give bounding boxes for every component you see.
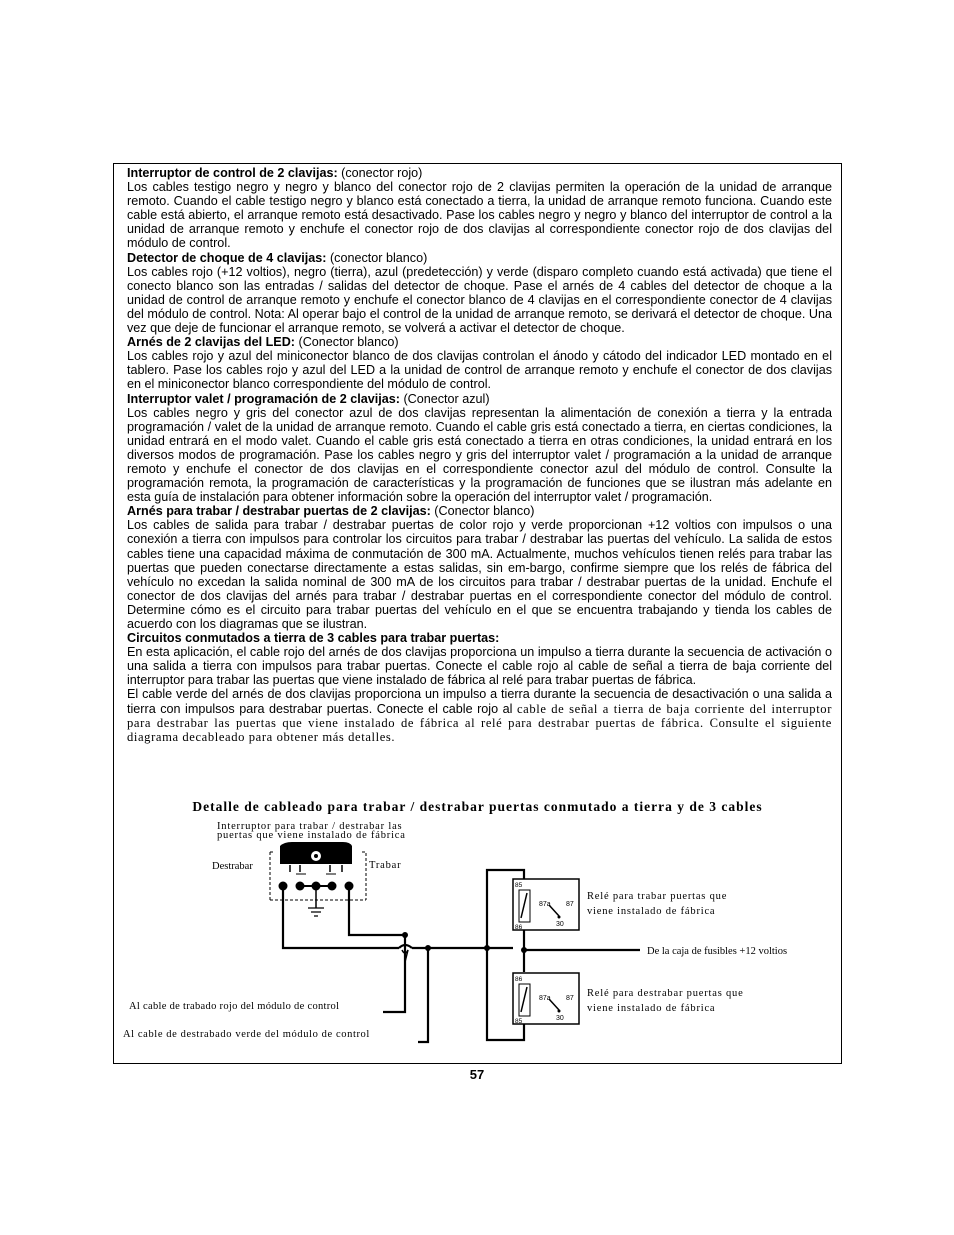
junction-dot xyxy=(425,945,431,951)
lock-relay-label-line2: viene instalado de fábrica xyxy=(587,906,716,917)
red-wire-label: Al cable de trabado rojo del módulo de control xyxy=(129,1001,340,1012)
switch-label-line2: puertas que viene instalado de fábrica xyxy=(217,830,406,841)
section-heading-suffix: (conector rojo) xyxy=(337,166,423,180)
fuse-box-label: De la caja de fusibles +12 voltios xyxy=(647,946,788,957)
section-heading: Circuitos conmutados a tierra de 3 cables para trabar puertas: xyxy=(127,631,500,646)
section-body: Los cables negro y gris del conector azul de dos clavijas representan la alimentación de conexión a tierra y la entrada programación / valet de la unidad de arranque remoto. Cuando el cable gris está conectado a tierra, en ciertas condiciones, la unidad entrará en el modo valet. Cuando el cable gris está conectado a tierra en otras condiciones, la unidad entrará en los diversos modos de programación. Pase los cables negro y gris del interruptor valet / programación a la unidad de arranque remoto y enchufe el conector de dos clavijas en el correspondiente conector azul del módulo de control. Consulte la programación remota, la programación de características y la programación de funciones que se ilustran más adelante en esta guía de instalación para obtener información sobre la operación del interruptor valet / programación. xyxy=(127,405,832,505)
section-body: Los cables de salida para trabar / destrabar puertas de color rojo y verde proporcionan +12 voltios con impulsos o una conexión a tierra con impulsos para controlar los circuitos para trabar / destrabar las puertas del vehículo. La salida de estos cables tiene una capacidad máxima de conmutación de 300 mA. Actualmente, muchos vehículos tienen relés para trabar las puertas que pueden conectarse directamente a estas salidas, sin em-bargo, confirme siempre que los relés de fábrica del vehículo no excedan la salida nominal de 300 mA de los circuitos para trabar / destrabar puertas de la unidad. Enchufe el conector de dos clavijas del arnés para trabar / destrabar puertas en el correspondiente conector del módulo de control. Determine cómo es el circuito para trabar puertas del vehículo en el que se encuentra trabajando y tienda los cables de acuerdo con los diagramas que se ilustran. xyxy=(127,518,832,631)
pin-85-label: 85 xyxy=(515,882,523,889)
pin-30-label: 30 xyxy=(556,1015,564,1022)
section-heading: Arnés para trabar / destrabar puertas de 2 clavijas: xyxy=(127,504,431,519)
unlock-relay xyxy=(513,973,579,1025)
diagram-title: Detalle de cableado para trabar / destrabar puertas conmutado a tierra y de 3 cables xyxy=(192,799,763,814)
pin-85-label: 85 xyxy=(515,1018,523,1025)
page-number: 57 xyxy=(469,1067,485,1082)
body-sans-part: El cable verde del arnés de dos clavijas proporciona un impulso a tierra durante la secuencia de desactivación o una salida a tierra con impulsos para destrabar puertas. Conecte el cable rojo al xyxy=(127,687,832,716)
section-body: En esta aplicación, el cable rojo del arnés de dos clavijas proporciona un impulso a tierra durante la secuencia de activación o una salida a tierra con impulsos para trabar puertas. Conecte el cable rojo al cable de señal a tierra de baja corriente del interruptor para trabar las puertas que viene instalado de fábrica al relé para trabar puertas de fábrica. xyxy=(127,645,832,688)
junction-dot xyxy=(484,945,490,951)
door-lock-switch xyxy=(270,842,366,916)
section-heading-suffix: (Conector azul) xyxy=(399,391,490,406)
section-heading-suffix: (Conector blanco) xyxy=(295,335,399,350)
section-heading: Detector de choque de 4 clavijas: xyxy=(127,250,327,265)
section-heading-suffix: (Conector blanco) xyxy=(430,504,535,519)
green-wire-label: Al cable de destrabado verde del módulo de control xyxy=(123,1029,370,1040)
junction-dot xyxy=(521,947,527,953)
pin-86-label: 86 xyxy=(515,976,523,983)
section-heading: Interruptor valet / programación de 2 clavijas: xyxy=(127,391,400,406)
lock-side-label: Trabar xyxy=(369,860,402,871)
section-heading: Interruptor de control de 2 clavijas: xyxy=(127,166,338,180)
green-unlock-wire xyxy=(418,948,428,1042)
unlock-side-label: Destrabar xyxy=(212,861,253,872)
pin-87a-label: 87a xyxy=(539,901,551,908)
pin-30-label: 30 xyxy=(556,921,564,928)
lock-relay-label-line1: Relé para trabar puertas que xyxy=(587,891,728,902)
lock-relay xyxy=(513,879,579,931)
section-body: Los cables rojo (+12 voltios), negro (tierra), azul (predetección) y verde (disparo completo cuando está activada) que tiene el conecto blanco son las entradas / salidas del detector de choque. Pase el arnés de 4 cables del detector de choque a la unidad de control de arranque remoto y enchufe el conector blanco de 4 clavijas en el correspondiente conector de 4 clavijas del módulo de control. Nota: Al operar bajo el control de la unidad de arranque remoto, se derivará el detector de choque. Una vez que deje de funcionar el arranque remoto, se volverá a activar el detector de choque. xyxy=(127,264,832,336)
section-body: Los cables testigo negro y negro y blanco del conector rojo de 2 clavijas permiten la operación de la unidad de arranque remoto. Cuando el cable testigo negro y blanco está conectado a tierra, la unidad de arranque remoto funciona. Cuando este cable está abierto, el arranque remoto está desactivado. Pase los cables negro y negro y blanco del interruptor de control a la unidad de arranque remoto y enchufe el conector rojo de dos clavijas al correspondiente conector rojo de dos clavijas del módulo de control. xyxy=(127,180,832,251)
pin-87-label: 87 xyxy=(566,995,574,1002)
switch-label-line1: Interruptor para trabar / destrabar las xyxy=(217,821,403,832)
body-serif-part: cable de señal a tierra de baja corriente del interruptor para destrabar las puertas que viene instalado de fábrica al relé para destrabar puertas de fábrica. Consulte el siguiente diagrama decableado para obtener más detalles. xyxy=(127,701,832,744)
unlock-relay-label-line1: Relé para destrabar puertas que xyxy=(587,988,744,999)
section-heading: Arnés de 2 clavijas del LED: xyxy=(127,335,295,350)
unlock-relay-label-line2: viene instalado de fábrica xyxy=(587,1003,716,1014)
section-heading-suffix: (conector blanco) xyxy=(326,250,428,265)
pin-87-label: 87 xyxy=(566,901,574,908)
pin-87a-label: 87a xyxy=(539,995,551,1002)
section-body: Los cables rojo y azul del miniconector blanco de dos clavijas controlan el ánodo y cátodo del indicador LED montado en el tablero. Pase los cables rojo y azul del LED a la unidad de control de arranque remoto y enchufe el conector de dos clavijas en el miniconector blanco correspondiente del módulo de control. xyxy=(127,349,832,392)
pin-86-label: 86 xyxy=(515,924,523,931)
unlock-wire xyxy=(283,886,399,948)
